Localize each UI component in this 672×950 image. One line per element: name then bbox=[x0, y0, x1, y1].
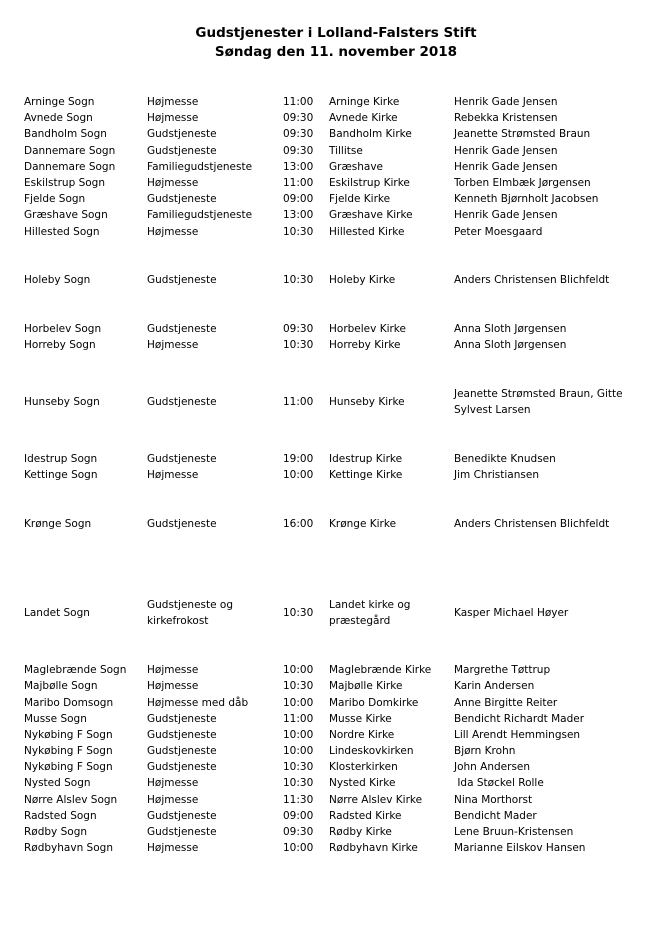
parish-cell: Maglebrænde Sogn bbox=[24, 664, 127, 677]
service-type-cell-line: kirkefrokost bbox=[147, 615, 209, 628]
table-row bbox=[0, 353, 672, 451]
church-cell: Græshave bbox=[329, 160, 383, 173]
church-cell: Maglebrænde Kirke bbox=[329, 664, 432, 677]
time-cell: 10:00 bbox=[283, 842, 314, 855]
priest-cell: Peter Moesgaard bbox=[454, 225, 543, 238]
time-cell: 16:00 bbox=[283, 517, 314, 530]
priest-cell: Kenneth Bjørnholt Jacobsen bbox=[454, 193, 599, 206]
service-type-cell: Gudstjeneste bbox=[147, 728, 217, 741]
priest-cell: John Andersen bbox=[454, 761, 531, 774]
priest-cell: Marianne Eilskov Hansen bbox=[454, 842, 586, 855]
priest-cell: Karin Andersen bbox=[454, 680, 535, 693]
priest-cell-line: Jeanette Strømsted Braun, Gitte bbox=[454, 387, 623, 400]
time-cell: 11:00 bbox=[283, 177, 314, 190]
service-type-cell: Familiegudstjeneste bbox=[147, 160, 253, 173]
table-row bbox=[0, 143, 672, 159]
table-row bbox=[0, 175, 672, 191]
document-subtitle-date: Søndag den 11. november 2018 bbox=[214, 44, 458, 60]
church-cell: Radsted Kirke bbox=[329, 809, 402, 822]
time-cell: 11:00 bbox=[283, 395, 314, 408]
parish-cell: Hunseby Sogn bbox=[24, 395, 100, 408]
table-row bbox=[0, 824, 672, 840]
time-cell: 11:00 bbox=[283, 96, 314, 109]
table-row bbox=[0, 743, 672, 759]
service-type-cell: Gudstjeneste bbox=[147, 809, 217, 822]
church-cell: Tillitse bbox=[329, 144, 363, 157]
time-cell: 09:30 bbox=[283, 112, 314, 125]
table-row bbox=[0, 126, 672, 142]
church-cell: Maribo Domkirke bbox=[329, 696, 419, 709]
parish-cell: Avnede Sogn bbox=[24, 112, 93, 125]
table-row bbox=[0, 467, 672, 483]
time-cell: 10:30 bbox=[283, 761, 314, 774]
parish-cell: Dannemare Sogn bbox=[24, 144, 116, 157]
service-type-cell bbox=[147, 564, 272, 662]
table-row bbox=[0, 775, 672, 791]
parish-cell: Horbelev Sogn bbox=[24, 322, 102, 335]
time-cell: 19:00 bbox=[283, 452, 314, 465]
parish-cell: Kettinge Sogn bbox=[24, 469, 98, 482]
church-cell: Nysted Kirke bbox=[329, 777, 396, 790]
time-cell: 09:00 bbox=[283, 809, 314, 822]
time-cell: 09:30 bbox=[283, 826, 314, 838]
service-type-cell: Gudstjeneste bbox=[147, 517, 217, 530]
church-cell: Avnede Kirke bbox=[329, 112, 398, 125]
time-cell: 10:30 bbox=[283, 338, 314, 351]
service-type-cell: Familiegudstjeneste bbox=[147, 209, 253, 222]
time-cell: 09:30 bbox=[283, 322, 314, 335]
service-type-cell: Højmesse bbox=[147, 469, 199, 482]
priest-cell: Henrik Gade Jensen bbox=[454, 144, 558, 157]
church-cell: Horbelev Kirke bbox=[329, 322, 406, 335]
priest-cell: Torben Elmbæk Jørgensen bbox=[454, 177, 591, 190]
priest-cell: Anders Christensen Blichfeldt bbox=[454, 274, 610, 287]
church-cell: Hillested Kirke bbox=[329, 225, 405, 238]
parish-cell: Nykøbing F Sogn bbox=[24, 728, 113, 741]
parish-cell: Idestrup Sogn bbox=[24, 452, 98, 465]
priest-cell: Kasper Michael Høyer bbox=[454, 607, 569, 620]
priest-cell: Rebekka Kristensen bbox=[454, 112, 558, 125]
service-type-cell: Højmesse bbox=[147, 96, 199, 109]
service-type-cell: Højmesse bbox=[147, 842, 199, 855]
parish-cell: Radsted Sogn bbox=[24, 809, 97, 822]
church-cell: Musse Kirke bbox=[329, 712, 392, 725]
priest-cell: Jim Christiansen bbox=[454, 469, 539, 482]
service-type-cell: Højmesse bbox=[147, 680, 199, 693]
service-type-cell: Højmesse bbox=[147, 664, 199, 677]
priest-cell: Henrik Gade Jensen bbox=[454, 160, 558, 173]
parish-cell: Rødbyhavn Sogn bbox=[24, 842, 113, 855]
priest-cell-line: Sylvest Larsen bbox=[454, 403, 531, 416]
service-type-cell: Gudstjeneste bbox=[147, 826, 217, 838]
parish-cell: Majbølle Sogn bbox=[24, 680, 98, 693]
time-cell: 10:30 bbox=[283, 777, 314, 790]
parish-cell: Hillested Sogn bbox=[24, 225, 100, 238]
service-type-cell: Gudstjeneste bbox=[147, 395, 217, 408]
church-cell: Hunseby Kirke bbox=[329, 395, 405, 408]
priest-cell: Ida Støckel Rolle bbox=[454, 777, 544, 790]
time-cell: 11:00 bbox=[283, 712, 314, 725]
table-row bbox=[0, 337, 672, 353]
church-cell: Lindeskovkirken bbox=[329, 745, 414, 758]
service-type-cell-line: Gudstjeneste og bbox=[147, 599, 234, 612]
time-cell: 10:00 bbox=[283, 469, 314, 482]
table-row bbox=[0, 110, 672, 126]
priest-cell bbox=[454, 353, 644, 451]
service-type-cell: Højmesse bbox=[147, 777, 199, 790]
priest-cell: Anna Sloth Jørgensen bbox=[454, 338, 567, 351]
service-type-cell: Gudstjeneste bbox=[147, 745, 217, 758]
parish-cell: Nysted Sogn bbox=[24, 777, 91, 790]
table-row bbox=[0, 240, 672, 321]
table-row bbox=[0, 207, 672, 223]
church-cell: Holeby Kirke bbox=[329, 274, 396, 287]
parish-cell: Dannemare Sogn bbox=[24, 160, 116, 173]
title-block bbox=[0, 24, 672, 62]
table-row bbox=[0, 727, 672, 743]
church-cell-line: Landet kirke og bbox=[329, 599, 411, 612]
table-row bbox=[0, 694, 672, 710]
church-cell-line: præstegård bbox=[329, 615, 391, 628]
parish-cell: Rødby Sogn bbox=[24, 826, 88, 838]
service-type-cell: Højmesse bbox=[147, 793, 199, 806]
service-table bbox=[0, 94, 672, 856]
parish-cell: Arninge Sogn bbox=[24, 96, 95, 109]
church-cell: Rødbyhavn Kirke bbox=[329, 842, 418, 855]
parish-cell: Horreby Sogn bbox=[24, 338, 96, 351]
parish-cell: Nykøbing F Sogn bbox=[24, 761, 113, 774]
church-cell: Rødby Kirke bbox=[329, 826, 392, 838]
parish-cell: Fjelde Sogn bbox=[24, 193, 86, 206]
time-cell: 09:30 bbox=[283, 144, 314, 157]
service-type-cell: Højmesse med dåb bbox=[147, 696, 249, 709]
service-type-cell: Gudstjeneste bbox=[147, 452, 217, 465]
service-type-cell: Gudstjeneste bbox=[147, 274, 217, 287]
table-row bbox=[0, 451, 672, 467]
service-type-cell: Gudstjeneste bbox=[147, 193, 217, 206]
time-cell: 10:00 bbox=[283, 728, 314, 741]
table-row bbox=[0, 321, 672, 337]
church-cell: Idestrup Kirke bbox=[329, 452, 403, 465]
table-row bbox=[0, 711, 672, 727]
table-row bbox=[0, 564, 672, 662]
time-cell: 10:30 bbox=[283, 680, 314, 693]
church-cell: Majbølle Kirke bbox=[329, 680, 403, 693]
priest-cell: Lene Bruun-Kristensen bbox=[454, 826, 574, 838]
table-row bbox=[0, 759, 672, 775]
table-row bbox=[0, 840, 672, 856]
table-row bbox=[0, 224, 672, 240]
time-cell: 10:00 bbox=[283, 745, 314, 758]
church-cell bbox=[329, 564, 447, 662]
time-cell: 09:30 bbox=[283, 128, 314, 141]
table-row bbox=[0, 792, 672, 808]
priest-cell: Bendicht Richardt Mader bbox=[454, 712, 585, 725]
service-type-cell: Højmesse bbox=[147, 112, 199, 125]
priest-cell: Jeanette Strømsted Braun bbox=[454, 128, 591, 141]
time-cell: 10:30 bbox=[283, 607, 314, 620]
service-type-cell: Gudstjeneste bbox=[147, 322, 217, 335]
table-row bbox=[0, 94, 672, 110]
table-row bbox=[0, 808, 672, 824]
table-row bbox=[0, 191, 672, 207]
service-type-cell: Gudstjeneste bbox=[147, 128, 217, 141]
priest-cell: Lill Arendt Hemmingsen bbox=[454, 728, 581, 741]
priest-cell: Nina Morthorst bbox=[454, 793, 533, 806]
service-type-cell: Højmesse bbox=[147, 338, 199, 351]
service-type-cell: Højmesse bbox=[147, 177, 199, 190]
church-cell: Fjelde Kirke bbox=[329, 193, 391, 206]
parish-cell: Musse Sogn bbox=[24, 712, 87, 725]
document-title: Gudstjenester i Lolland-Falsters Stift bbox=[195, 25, 477, 41]
church-cell: Klosterkirken bbox=[329, 761, 398, 774]
time-cell: 13:00 bbox=[283, 209, 314, 222]
priest-cell: Bendicht Mader bbox=[454, 809, 537, 822]
table-row bbox=[0, 662, 672, 678]
time-cell: 10:30 bbox=[283, 274, 314, 287]
church-cell: Kettinge Kirke bbox=[329, 469, 403, 482]
church-cell: Horreby Kirke bbox=[329, 338, 401, 351]
parish-cell: Bandholm Sogn bbox=[24, 128, 107, 141]
church-cell: Bandholm Kirke bbox=[329, 128, 412, 141]
table-row bbox=[0, 159, 672, 175]
priest-cell: Henrik Gade Jensen bbox=[454, 96, 558, 109]
table-row bbox=[0, 483, 672, 564]
service-type-cell: Gudstjeneste bbox=[147, 761, 217, 774]
church-cell: Nørre Alslev Kirke bbox=[329, 793, 423, 806]
parish-cell: Nykøbing F Sogn bbox=[24, 745, 113, 758]
time-cell: 10:00 bbox=[283, 664, 314, 677]
priest-cell: Benedikte Knudsen bbox=[454, 452, 556, 465]
church-cell: Græshave Kirke bbox=[329, 209, 413, 222]
church-cell: Krønge Kirke bbox=[329, 517, 397, 530]
time-cell: 09:00 bbox=[283, 193, 314, 206]
service-type-cell: Gudstjeneste bbox=[147, 144, 217, 157]
parish-cell: Græshave Sogn bbox=[24, 209, 108, 222]
service-type-cell: Gudstjeneste bbox=[147, 712, 217, 725]
priest-cell: Anna Sloth Jørgensen bbox=[454, 322, 567, 335]
parish-cell: Nørre Alslev Sogn bbox=[24, 793, 118, 806]
church-cell: Eskilstrup Kirke bbox=[329, 177, 410, 190]
time-cell: 10:00 bbox=[283, 696, 314, 709]
time-cell: 11:30 bbox=[283, 793, 314, 806]
church-cell: Arninge Kirke bbox=[329, 96, 400, 109]
church-cell: Nordre Kirke bbox=[329, 728, 395, 741]
parish-cell: Krønge Sogn bbox=[24, 517, 92, 530]
priest-cell: Henrik Gade Jensen bbox=[454, 209, 558, 222]
time-cell: 10:30 bbox=[283, 225, 314, 238]
parish-cell: Eskilstrup Sogn bbox=[24, 177, 105, 190]
priest-cell: Bjørn Krohn bbox=[454, 745, 516, 758]
priest-cell: Anne Birgitte Reiter bbox=[454, 696, 558, 709]
priest-cell: Margrethe Tøttrup bbox=[454, 664, 551, 677]
parish-cell: Landet Sogn bbox=[24, 607, 90, 620]
priest-cell: Anders Christensen Blichfeldt bbox=[454, 517, 610, 530]
parish-cell: Holeby Sogn bbox=[24, 274, 91, 287]
service-type-cell: Højmesse bbox=[147, 225, 199, 238]
time-cell: 13:00 bbox=[283, 160, 314, 173]
table-row bbox=[0, 678, 672, 694]
parish-cell: Maribo Domsogn bbox=[24, 696, 114, 709]
